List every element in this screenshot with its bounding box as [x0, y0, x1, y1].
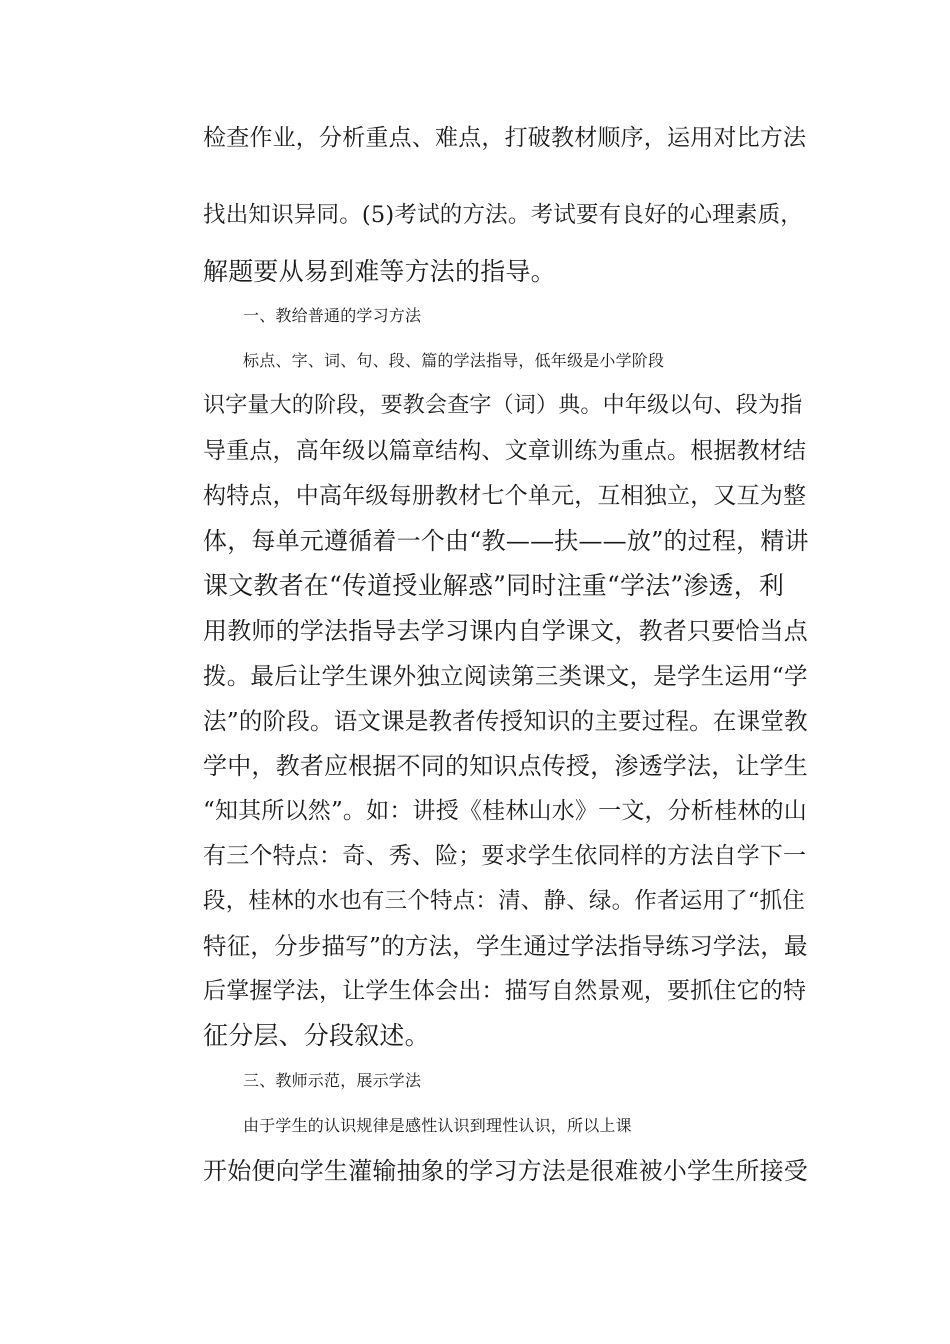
paragraph-line: 后掌握学法，让学生体会出：描写自然景观，要抓住它的特	[203, 978, 807, 1004]
paragraph-line: 课文教者在“传道授业解惑”同时注重“学法”渗透，利	[203, 571, 785, 600]
paragraph-line: “知其所以然”。如：讲授《桂林山水》一文，分析桂林的山	[203, 798, 807, 824]
paragraph-line: 找出知识异同。(5)考试的方法。考试要有良好的心理素质，	[203, 202, 803, 228]
paragraph-line: 开始便向学生灌输抽象的学习方法是很难被小学生所接受	[203, 1157, 808, 1185]
paragraph-line: 由于学生的认识规律是感性认识到理性认识，所以上课	[243, 1116, 632, 1135]
paragraph-line: 用教师的学法指导去学习课内自学课文，教者只要恰当点	[203, 617, 808, 645]
paragraph-line: 标点、字、词、句、段、篇的学法指导，低年级是小学阶段	[243, 351, 665, 370]
paragraph-line: 拨。最后让学生课外独立阅读第三类课文，是学生运用“学	[203, 662, 808, 690]
paragraph-line: 识字量大的阶段，要教会查字（词）典。中年级以句、段为指	[203, 393, 803, 418]
paragraph-line: 构特点，中高年级每册教材七个单元，互相独立，又互为整	[203, 483, 807, 509]
paragraph-line: 学中，教者应根据不同的知识点传授，渗透学法，让学生	[203, 752, 808, 780]
paragraph-line: 检查作业，分析重点、难点，打破教材顺序，运用对比方法	[203, 125, 807, 151]
section-heading: 三、教师示范，展示学法	[243, 1071, 422, 1090]
paragraph-line: 特征，分步描写”的方法，学生通过学法指导练习学法，最	[203, 932, 808, 960]
paragraph-line: 征分层、分段叙述。	[203, 1021, 430, 1050]
section-heading: 一、教给普通的学习方法	[243, 306, 422, 325]
paragraph-line: 解题要从易到难等方法的指导。	[203, 257, 556, 286]
paragraph-line: 法”的阶段。语文课是教者传授知识的主要过程。在课堂教	[203, 707, 808, 735]
paragraph-line: 有三个特点：奇、秀、险；要求学生依同样的方法自学下一	[203, 843, 807, 869]
paragraph-line: 体，每单元遵循着一个由“教——扶——放”的过程，精讲	[203, 527, 809, 555]
paragraph-line: 段，桂林的水也有三个特点：清、静、绿。作者运用了“抓住	[203, 888, 805, 914]
paragraph-line: 导重点，高年级以篇章结构、文章训练为重点。根据教材结	[203, 438, 807, 464]
